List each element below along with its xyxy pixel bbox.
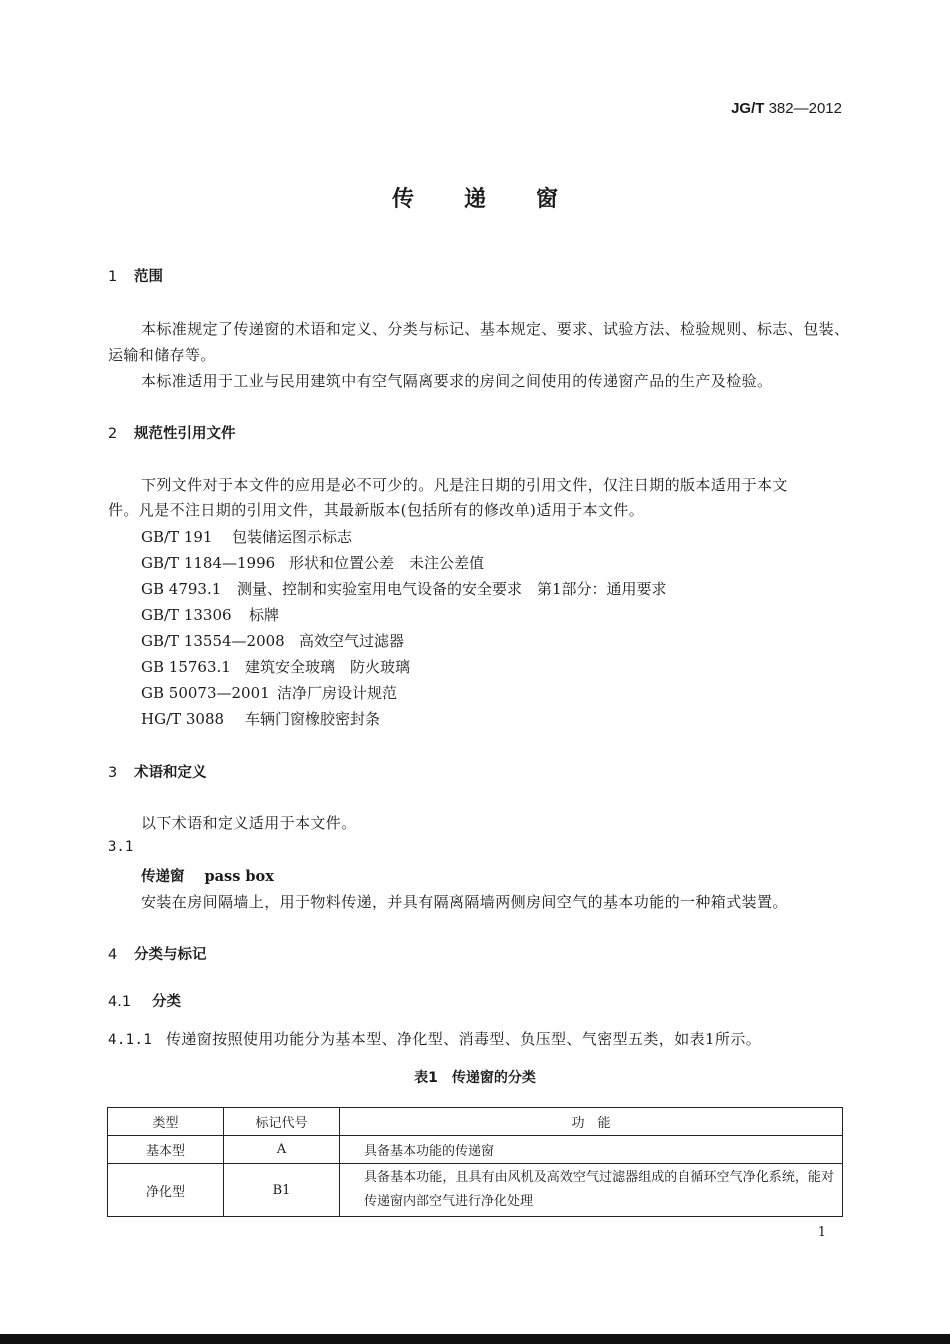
section-1-paragraph-1-line-1: 本标准规定了传递窗的术语和定义、分类与标记、基本规定、要求、试验方法、检验规则、标志、包装、 bbox=[141, 320, 850, 338]
table-header-function: 功 能 bbox=[340, 1108, 843, 1136]
section-1-paragraph-1-line-2: 运输和储存等。 bbox=[108, 346, 216, 364]
classification-table bbox=[107, 1107, 843, 1217]
standard-number bbox=[731, 100, 842, 117]
section-3-intro: 以下术语和定义适用于本文件。 bbox=[141, 814, 357, 832]
table-row bbox=[108, 1136, 843, 1164]
term-number: 3.1 bbox=[108, 839, 134, 855]
reference-item: GB 4793.1 测量、控制和实验室用电气设备的安全要求 第1部分：通用要求 bbox=[141, 580, 667, 598]
reference-item: GB/T 13554—2008 高效空气过滤器 bbox=[141, 632, 405, 650]
cell-type: 基本型 bbox=[108, 1136, 224, 1164]
term-heading: 传递窗 pass box bbox=[141, 868, 274, 885]
standard-prefix: JG/T bbox=[731, 100, 765, 117]
standard-code: 382—2012 bbox=[768, 100, 842, 117]
reference-item: GB 50073—2001 洁净厂房设计规范 bbox=[141, 684, 398, 702]
cell-function: 具备基本功能的传递窗 bbox=[340, 1136, 843, 1164]
reference-item: GB 15763.1 建筑安全玻璃 防火玻璃 bbox=[141, 658, 411, 676]
section-1-heading: 1 范围 bbox=[108, 269, 163, 285]
section-2-paragraph-line-1: 下列文件对于本文件的应用是必不可少的。凡是注日期的引用文件，仅注日期的版本适用于本文 bbox=[141, 476, 788, 494]
term-definition: 安装在房间隔墙上，用于物料传递，并具有隔离隔墙两侧房间空气的基本功能的一种箱式装置。 bbox=[141, 893, 788, 911]
table-row bbox=[108, 1164, 843, 1217]
reference-item: GB/T 191 包装储运图示标志 bbox=[141, 528, 353, 546]
cell-type: 净化型 bbox=[108, 1164, 224, 1217]
section-4-heading: 4 分类与标记 bbox=[108, 947, 207, 963]
reference-item: GB/T 13306 标牌 bbox=[141, 606, 280, 624]
section-3-heading: 3 术语和定义 bbox=[108, 765, 207, 781]
reference-item: HG/T 3088 车辆门窗橡胶密封条 bbox=[141, 710, 381, 728]
section-2-heading: 2 规范性引用文件 bbox=[108, 426, 236, 442]
section-2-paragraph-line-2: 件。凡是不注日期的引用文件，其最新版本(包括所有的修改单)适用于本文件。 bbox=[108, 501, 645, 519]
cell-function: 具备基本功能，且具有由风机及高效空气过滤器组成的自循环空气净化系统，能对传递窗内部空气进行净化处理 bbox=[340, 1164, 843, 1217]
document-title: 传递窗 bbox=[391, 186, 608, 212]
table-header-type: 类型 bbox=[108, 1108, 224, 1136]
subsection-4-1-heading: 4.1 分类 bbox=[108, 994, 181, 1010]
bottom-border bbox=[0, 1334, 950, 1344]
page-number: 1 bbox=[817, 1225, 826, 1240]
cell-code: A bbox=[224, 1136, 340, 1164]
clause-4-1-1: 4.1.1 传递窗按照使用功能分为基本型、净化型、消毒型、负压型、气密型五类，如表1所示。 bbox=[108, 1030, 762, 1048]
cell-code: B1 bbox=[224, 1164, 340, 1217]
section-1-paragraph-2: 本标准适用于工业与民用建筑中有空气隔离要求的房间之间使用的传递窗产品的生产及检验。 bbox=[141, 372, 773, 390]
table-header-code: 标记代号 bbox=[224, 1108, 340, 1136]
table-caption: 表1 传递窗的分类 bbox=[414, 1070, 536, 1086]
reference-item: GB/T 1184—1996 形状和位置公差 未注公差值 bbox=[141, 554, 485, 572]
